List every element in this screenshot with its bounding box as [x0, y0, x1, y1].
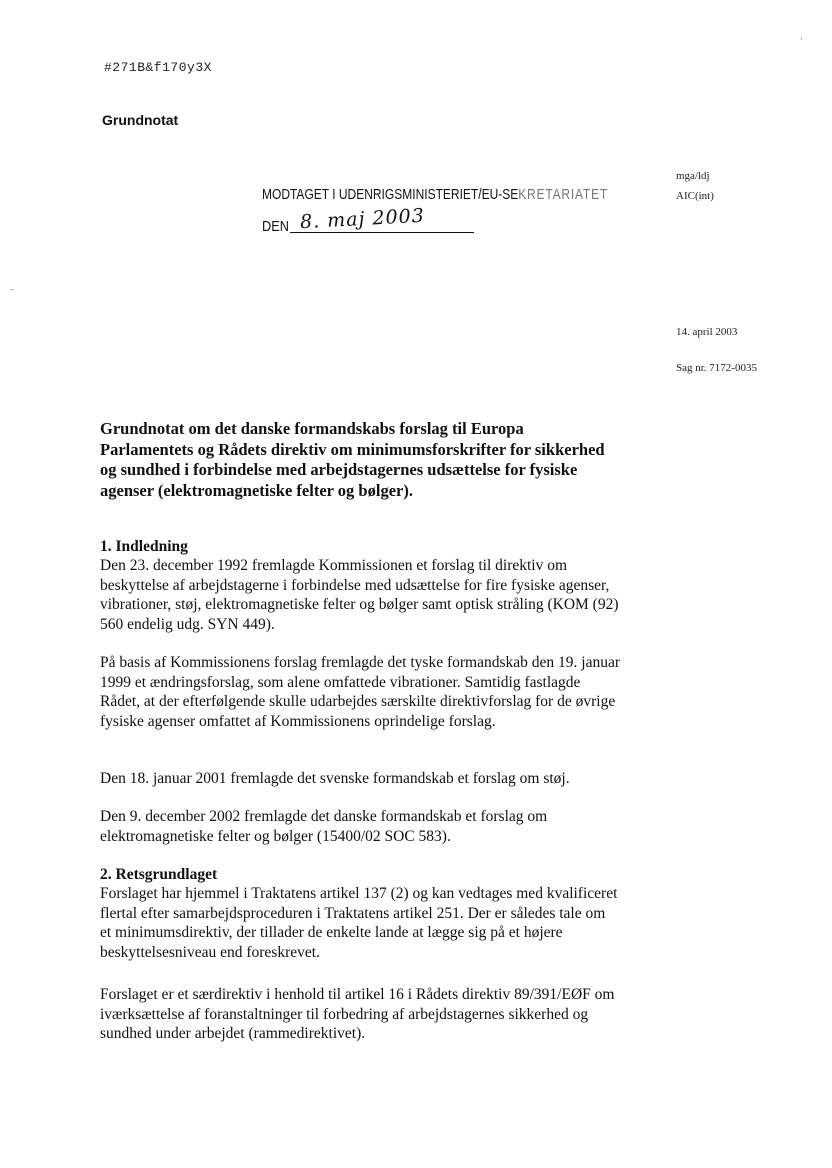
paragraph-2-1: Forslaget har hjemmel i Traktatens artikel 137 (2) og kan vedtages med kvalificeret flertal efter samarbejdsproceduren i Traktatens artikel 251. Der er således tale om et minimumsdirektiv, der tillader de enkelte lande at lægge sig på et højere beskyttelsesniveau end foreskrevet.: [100, 885, 618, 961]
stamp-den-label: DEN: [262, 218, 289, 235]
paragraph-1-4: Den 9. december 2002 fremlagde det danske formandskab et forslag om elektromagnetiske felter og bølger (15400/02 SOC 583).: [100, 808, 548, 845]
initials-line-2: AIC(int): [676, 190, 714, 202]
stamp-text-main: MODTAGET I UDENRIGSMINISTERIET/EU-SE: [262, 186, 519, 203]
document-title: Grundnotat om det danske formandskabs forslag til Europa Parlamentets og Rådets direktiv om minimumsforskrifter for sikkerhed og sundhed i forbindelse med arbejdstagernes udsættelse for fysiske agenser (elektromagnetiske felter og bølger).: [100, 419, 605, 500]
document-date: 14. april 2003: [676, 326, 738, 338]
paragraph-2-2: Forslaget er et særdirektiv i henhold til artikel 16 i Rådets direktiv 89/391/EØF om iværksættelse af foranstaltninger til forbedring af arbejdstagernes sikkerhed og sundhed under arbejdet (rammedirektivet).: [100, 986, 615, 1042]
scan-speck: –: [10, 284, 15, 294]
scan-speck: ’: [800, 36, 803, 46]
paragraph-1-2: På basis af Kommissionens forslag fremlagde det tyske formandskab den 19. januar 1999 et ændringsforslag, som alene omfattede vibrationer. Samtidig fastlagde Rådet, at der efterfølgende skulle udarbejdes særskilte direktivforslag for de øvrige fysiske agenser omfattet af Kommissionens oprindelige forslag.: [100, 654, 620, 730]
stamp-handwritten-date: 8. maj 2003: [299, 204, 426, 234]
initials-line-1: mga/ldj: [676, 170, 710, 182]
document-id: #271B&f170y3X: [104, 60, 212, 75]
paragraph-1-1: Den 23. december 1992 fremlagde Kommissionen et forslag til direktiv om beskyttelse af arbejdstagerne i forbindelse med udsættelse for fire fysiske agenser, vibrationer, støj, elektromagnetiske felter og bølger samt optisk stråling (KOM (92) 560 endelig udg. SYN 449).: [100, 557, 619, 633]
document-type: Grundnotat: [102, 112, 179, 128]
section-heading-2: 2. Retsgrundlaget: [100, 866, 218, 883]
section-heading-1: 1. Indledning: [100, 538, 188, 555]
case-number: Sag nr. 7172-0035: [676, 362, 757, 374]
paragraph-1-3: Den 18. januar 2001 fremlagde det svenske formandskab et forslag om støj.: [100, 770, 570, 787]
stamp-text: [262, 186, 608, 203]
stamp-text-faint: KRETARIATET: [518, 186, 608, 203]
